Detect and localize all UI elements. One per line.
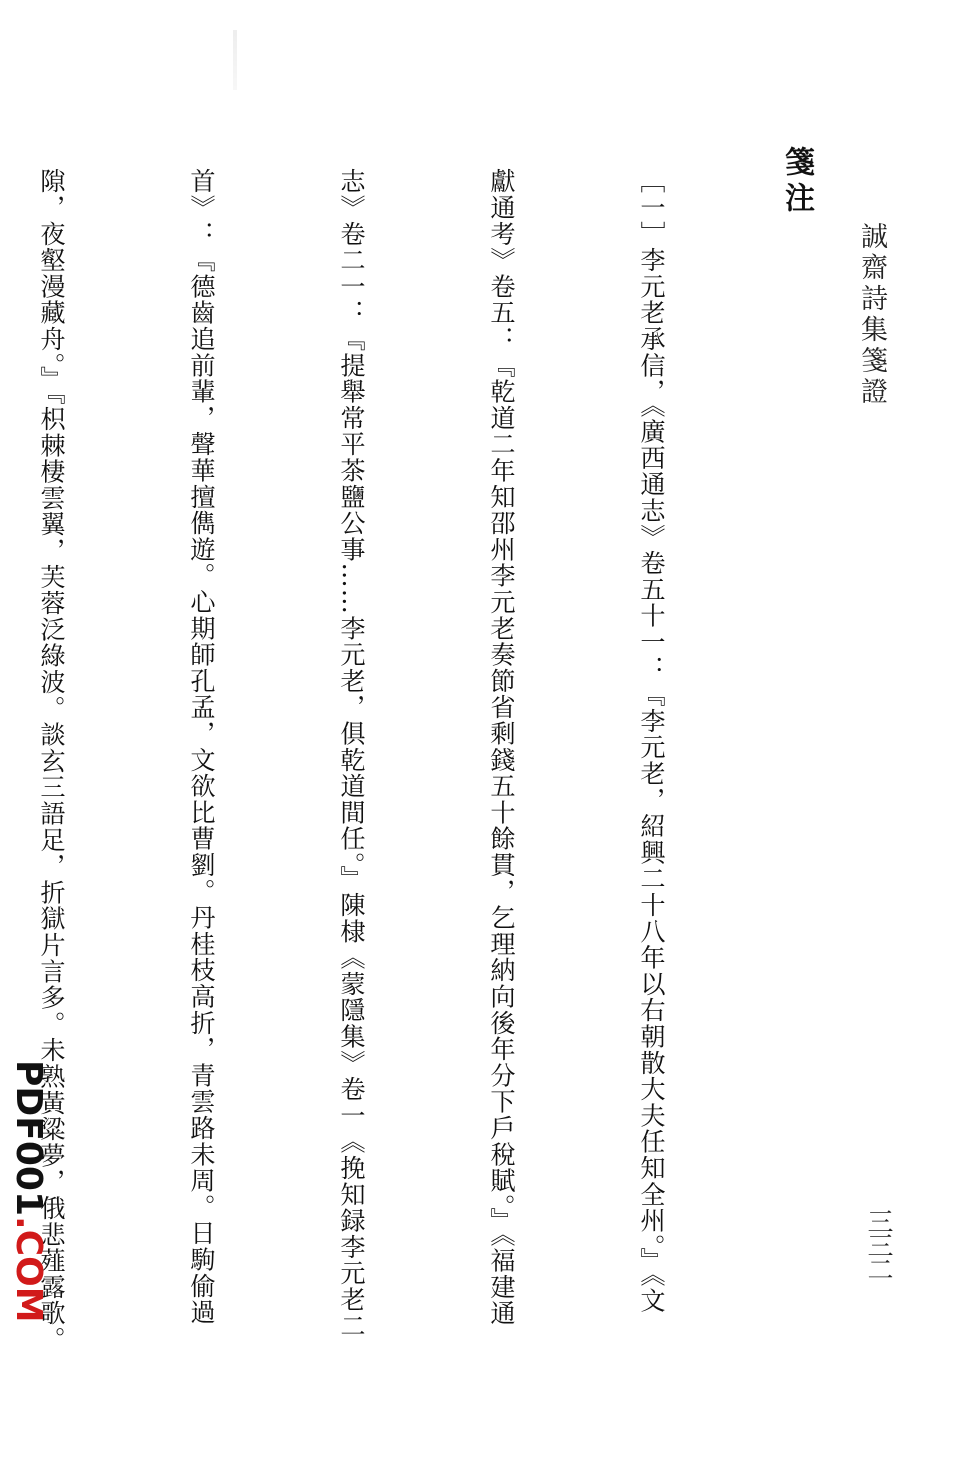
running-title: 誠齋詩集箋證 <box>856 222 887 408</box>
section-heading: 箋注 <box>779 146 814 218</box>
text-column: ［一］李元老承信，《廣西通志》卷五十一：『李元老，紹興二十八年以右朝散大夫任知全州。』《文 <box>637 168 666 1314</box>
watermark-part-b: .COM <box>8 1216 49 1323</box>
text-column: 隙，夜壑漫藏舟。』『枳棘棲雲翼，芙蓉泛綠波。談玄三語足，折獄片言多。未熟黃粱夢，俄悲薤露歌。 <box>37 168 66 1353</box>
text-column: 獻通考》卷五：『乾道二年知邵州李元老奏節省剩錢五十餘貫，乞理納向後年分下戶稅賦。』《福建通 <box>487 168 516 1327</box>
watermark-part-a: PDF001 <box>8 1060 49 1217</box>
text-column: 志》卷二一：『提舉常平茶鹽公事……李元老，俱乾道間任。』陳棣《蒙隱集》卷一《挽知録李元老二 <box>337 168 366 1339</box>
scan-artifact <box>233 30 237 90</box>
text-column: 首》：『德齒追前輩，聲華擅儁遊。心期師孔孟，文欲比曹劉。丹桂枝高折，青雲路未周。日駒偷過 <box>187 168 216 1326</box>
annotation-body <box>37 168 776 1368</box>
page-number: 三三二 <box>863 1208 893 1280</box>
watermark <box>8 1060 49 1323</box>
